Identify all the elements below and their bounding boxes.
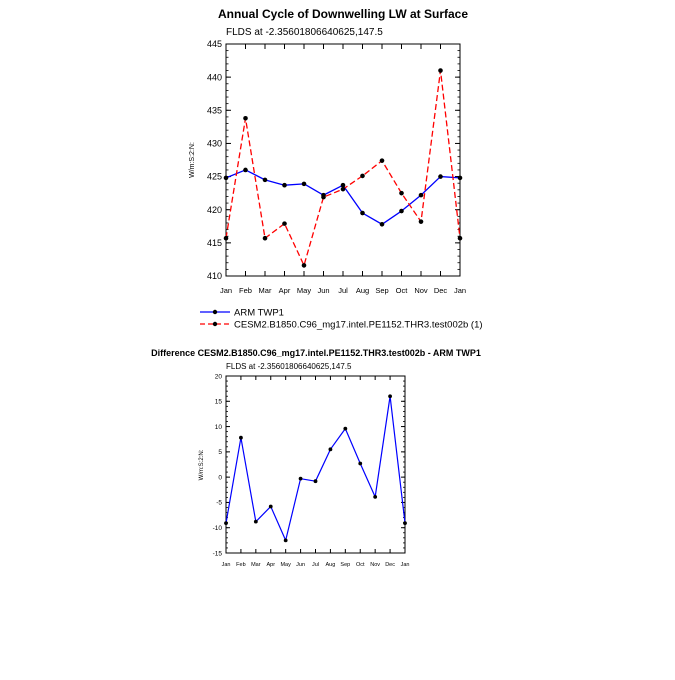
bottom-chart-ylabel: W/m:S:2:N: [199,449,205,481]
x-tick-label: Nov [370,562,381,568]
data-point [458,176,463,181]
legend-marker-cesm [213,322,217,326]
data-point [299,477,303,481]
x-tick-label: Oct [355,562,365,568]
legend-label-arm: ARM TWP1 [234,307,284,319]
y-tick-label: 5 [218,449,222,457]
y-tick-label: 20 [214,373,222,381]
data-point [360,174,365,179]
data-point [380,158,385,163]
x-tick-label: Apr [278,286,291,295]
top-chart-legend [200,308,483,331]
x-tick-label: Dec [385,562,395,568]
data-point [282,221,287,226]
data-point [388,394,392,398]
data-point [403,521,407,525]
x-tick-label: Jul [338,286,348,295]
x-tick-label: Feb [236,562,246,568]
data-point [239,436,243,440]
x-tick-label: Aug [325,562,336,568]
data-point [399,209,404,214]
x-tick-label: Apr [266,562,276,568]
data-point [243,168,248,173]
x-tick-label: Aug [355,286,370,295]
y-tick-label: 445 [206,39,222,50]
data-point [358,462,362,466]
data-point [302,182,307,187]
y-tick-label: 15 [214,398,222,406]
top-chart-marks [207,39,466,295]
y-tick-label: -10 [212,524,222,532]
data-point [329,447,333,451]
x-tick-label: Jan [400,562,410,568]
data-point [341,183,346,188]
x-tick-label: Jan [453,286,467,295]
data-point [263,178,268,183]
x-tick-label: Sep [375,286,389,295]
x-tick-label: Jun [317,286,330,295]
series-line-2 [226,71,460,266]
y-tick-label: -5 [216,499,222,507]
data-point [380,222,385,227]
bottom-chart-marks [213,373,410,568]
legend-marker-arm [213,310,217,314]
data-point [282,183,287,188]
x-tick-label: Oct [395,286,408,295]
data-point [224,521,228,525]
y-tick-label: 430 [206,138,222,149]
y-tick-label: 410 [206,271,222,282]
data-point [269,505,273,509]
top-chart-plot-frame [226,44,460,276]
x-tick-label: Mar [258,286,272,295]
series-line-1 [226,396,405,540]
data-point [438,174,443,179]
legend-label-cesm: CESM2.B1850.C96_mg17.intel.PE1152.THR3.test002b (1) [234,319,483,331]
data-point [419,193,424,198]
y-tick-label: 415 [206,238,222,249]
data-point [321,195,326,200]
x-tick-label: May [280,562,291,568]
y-tick-label: -15 [212,550,222,558]
data-point [438,68,443,73]
y-tick-label: 0 [218,474,222,482]
data-point [284,538,288,542]
x-tick-label: Nov [414,286,428,295]
data-point [419,219,424,224]
data-point [302,263,307,268]
bottom-chart-plot-frame [226,376,405,553]
y-tick-label: 420 [206,204,222,215]
data-point [224,176,229,181]
top-chart-subtitle: FLDS at -2.35601806640625,147.5 [226,27,383,38]
top-chart [189,7,483,331]
bottom-chart-title: Difference CESM2.B1850.C96_mg17.intel.PE1152.THR3.test002b - ARM TWP1 [151,348,481,358]
data-point [341,187,346,192]
y-tick-label: 425 [206,171,222,182]
x-tick-label: Jan [219,286,233,295]
data-point [373,495,377,499]
data-point [360,211,365,216]
x-tick-label: Jan [221,562,231,568]
data-point [343,427,347,431]
top-chart-title: Annual Cycle of Downwelling LW at Surface [217,7,469,21]
data-point [243,116,248,121]
bottom-chart [151,348,481,568]
x-tick-label: Mar [251,562,261,568]
data-point [458,236,463,241]
bottom-chart-subtitle: FLDS at -2.35601806640625,147.5 [226,362,352,371]
data-point [224,236,229,241]
data-point [399,191,404,196]
data-point [314,479,318,483]
x-tick-label: Sep [340,562,351,568]
y-tick-label: 10 [214,423,222,431]
x-tick-label: May [296,286,312,295]
y-tick-label: 440 [206,72,222,83]
x-tick-label: Jul [311,562,320,568]
x-tick-label: Dec [433,286,448,295]
x-tick-label: Jun [296,562,306,568]
x-tick-label: Feb [239,286,252,295]
top-chart-ylabel: W/m:S:2:N: [189,142,196,178]
data-point [263,236,268,241]
y-tick-label: 435 [206,105,222,116]
data-point [254,520,258,524]
